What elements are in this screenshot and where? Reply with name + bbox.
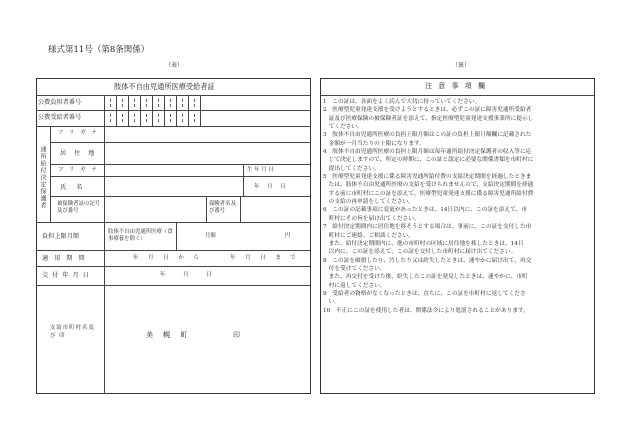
town-name: 美 幌 町: [146, 331, 192, 339]
note-line: い。: [323, 299, 341, 306]
note-line: 2 医療型児童発達支援を受けようとするときは、必ずこの証に障害児通所受給者: [323, 107, 532, 114]
back-title: 注 意 事 項 欄: [425, 82, 487, 90]
name-label: 氏 名: [60, 184, 87, 191]
note-line: また、給付決定期間内に、他の市町村の区域に居住地を移したときは、14日: [323, 240, 524, 247]
address-label: 居 住 地: [60, 150, 98, 157]
birth-date-label: 生 年 月 日: [247, 167, 274, 173]
note-line: する前に市町村にこの証を添えて、医療型児童発達支援に係る障害児通所給付費: [323, 190, 534, 197]
municipality-label: 支給市町村名及 び 印: [50, 325, 95, 339]
insurer-name-label: 保険者名及び番号: [209, 201, 236, 214]
note-line: 10 不正にこの証を使用した者は、関係法令により処罰されることがあります。: [323, 307, 529, 314]
note-line: また、再交付を受けた後、紛失したこの証を発見したときは、速やかに、市町: [323, 274, 528, 281]
note-line: 8 この証を破損したり、汚したり又は紛失したときは、速やかに届け出て、再交: [323, 257, 532, 264]
note-line: 村に返してください。: [323, 282, 386, 289]
furigana-label-1: フ リ ガ ナ: [58, 130, 99, 136]
limit-label: 負担上限月額: [42, 233, 80, 240]
front-title: 肢体不自由児通所医療受給者証: [114, 82, 215, 91]
note-line: たは、肢体不自由児通所医療の支給を受けられませんので、支給決定期間を経過: [323, 182, 534, 189]
note-line: 町村にその旨を届け出てください。: [323, 215, 420, 222]
issue-date-value: 年 月 日: [160, 272, 220, 278]
note-line: じて決定しますので、所定の時期に、この証と認定に必要な関係書類を市町村に: [323, 157, 534, 164]
note-line: 付を受けてください。: [323, 265, 386, 272]
note-line: 提出してください。: [323, 165, 380, 172]
insured-card-label: 被保険者証の記号及び番号: [57, 201, 101, 214]
back-label: （裏）: [452, 62, 471, 69]
furigana-label-2: フ リ ガ ナ: [58, 167, 99, 173]
note-line: 5 医療型児童発達支援に係る障害児通所給付費の支給決定期間を経過したときま: [323, 174, 532, 181]
payer-number-label: 公費負担者番号: [38, 99, 82, 106]
notes-list: [323, 98, 533, 315]
note-line: の支給の再申請をしてください。: [323, 199, 414, 206]
note-line: 1 この証は、各面をよく読んで大切に持っていてください。: [323, 99, 481, 105]
note-line: 金額が一月当たりの上限になります。: [323, 140, 425, 147]
note-line: 町村にご連絡、ご相談ください。: [323, 232, 414, 239]
yen-label: 円: [285, 233, 291, 239]
limit-desc: 肢体不自由児通所医療（食事療養を除く）: [108, 229, 173, 242]
note-line: 以内に、この証を添えて、この証を交付した市町村に届け出てください。: [323, 249, 517, 256]
form-number: 様式第11号（第8条関係）: [48, 45, 150, 55]
seal-mark: 印: [233, 331, 240, 339]
guardian-side-label: 通所給付決定保護者: [39, 146, 46, 209]
birth-date-value: 年 月 日: [254, 184, 289, 190]
monthly-label: 月額: [205, 233, 216, 239]
period-from: 年 月 日 か ら: [133, 255, 203, 261]
note-line: 3 肢体不自由児通所医療の負担上限月額はこの証の負担上限月額欄に記載された: [323, 132, 532, 139]
note-line: 4 肢体不自由児通所医療の負担上限月額は毎年通所給付決定保護者の収入等に応: [323, 149, 532, 156]
issue-date-label: 交 付 年 月 日: [42, 272, 90, 279]
recipient-number-label: 公費受給者番号: [38, 114, 82, 121]
note-line: 9 受給者の資格がなくなったときは、直ちに、この証を市町村に返してくださ: [323, 290, 526, 297]
period-label: 適 用 期 間: [42, 255, 87, 262]
note-line: てください。: [323, 124, 363, 131]
period-to: 年 月 日 ま で: [230, 255, 300, 261]
note-line: 6 この証の記載事項に変更があったときは、14日以内に、この証を添えて、市: [323, 207, 528, 214]
note-line: 7 給付決定期間内に居住地を移そうとする場合は、事前に、この証を交付した市: [323, 224, 532, 231]
front-label: （表）: [165, 62, 184, 69]
note-line: 証及び医療保険の被保険者証を添えて、指定医療型児童発達支援事業所に提示し: [323, 115, 534, 122]
